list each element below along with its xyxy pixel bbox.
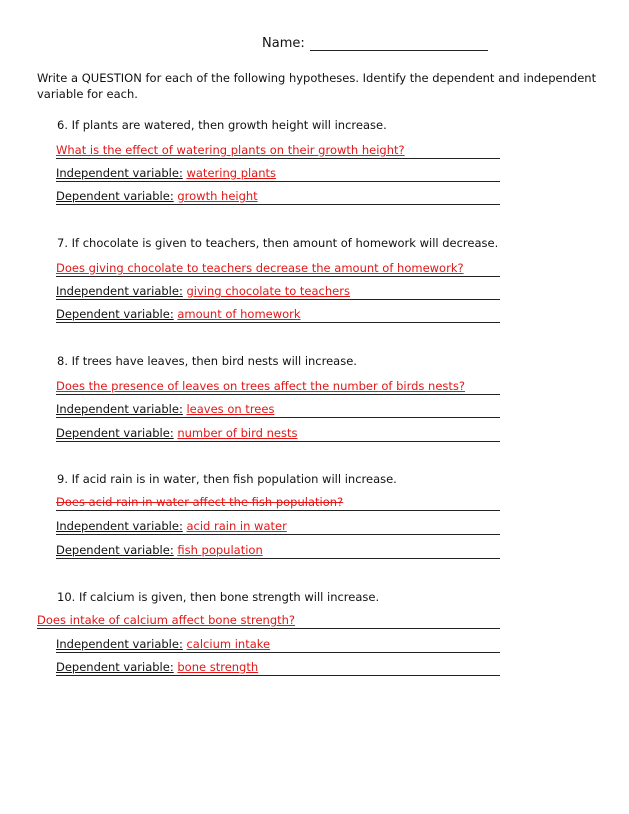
question-answer: Does the presence of leaves on trees affect the number of birds nests? — [56, 379, 466, 393]
independent-variable-label: Independent variable: — [56, 166, 183, 180]
question-answer: Does giving chocolate to teachers decrease the amount of homework? — [56, 261, 464, 275]
dependent-variable-answer: growth height — [177, 189, 258, 203]
instructions-text: Write a QUESTION for each of the following hypotheses. Identify the dependent and independent variable for each. — [37, 71, 597, 101]
dependent-variable-line[interactable] — [56, 306, 500, 323]
dependent-variable-line[interactable] — [56, 542, 500, 559]
dependent-variable-label: Dependent variable: — [56, 426, 174, 440]
independent-variable-label: Independent variable: — [56, 519, 183, 533]
independent-variable-line[interactable] — [56, 518, 500, 535]
question-answer-line[interactable] — [56, 142, 500, 159]
independent-variable-line[interactable] — [56, 165, 500, 182]
independent-variable-line[interactable] — [56, 401, 500, 418]
dependent-variable-label: Dependent variable: — [56, 543, 174, 557]
dependent-variable-label: Dependent variable: — [56, 189, 174, 203]
independent-variable-answer: leaves on trees — [186, 402, 275, 416]
question-answer-line[interactable] — [37, 612, 500, 629]
question-answer-line[interactable] — [56, 494, 500, 511]
question-answer: Does acid rain in water affect the fish population? — [56, 495, 344, 509]
dependent-variable-label: Dependent variable: — [56, 307, 174, 321]
name-blank-line[interactable] — [310, 36, 488, 51]
dependent-variable-answer: number of bird nests — [177, 426, 298, 440]
hypothesis-text: 10. If calcium is given, then bone strength will increase. — [57, 590, 380, 604]
independent-variable-label: Independent variable: — [56, 284, 183, 298]
question-answer-line[interactable] — [56, 378, 500, 395]
dependent-variable-label: Dependent variable: — [56, 660, 174, 674]
independent-variable-line[interactable] — [56, 283, 500, 300]
dependent-variable-line[interactable] — [56, 425, 500, 442]
dependent-variable-line[interactable] — [56, 188, 500, 205]
question-answer: What is the effect of watering plants on their growth height? — [56, 143, 405, 157]
hypothesis-text: 6. If plants are watered, then growth height will increase. — [57, 118, 387, 132]
independent-variable-label: Independent variable: — [56, 402, 183, 416]
question-answer: Does intake of calcium affect bone strength? — [37, 613, 296, 627]
dependent-variable-answer: bone strength — [177, 660, 259, 674]
independent-variable-answer: acid rain in water — [186, 519, 287, 533]
independent-variable-line[interactable] — [56, 636, 500, 653]
independent-variable-answer: calcium intake — [186, 637, 271, 651]
name-label: Name: — [262, 36, 305, 51]
hypothesis-text: 7. If chocolate is given to teachers, then amount of homework will decrease. — [57, 236, 499, 250]
dependent-variable-line[interactable] — [56, 659, 500, 676]
hypothesis-text: 8. If trees have leaves, then bird nests will increase. — [57, 354, 357, 368]
hypothesis-text: 9. If acid rain is in water, then fish population will increase. — [57, 472, 397, 486]
dependent-variable-answer: fish population — [177, 543, 263, 557]
independent-variable-label: Independent variable: — [56, 637, 183, 651]
independent-variable-answer: giving chocolate to teachers — [186, 284, 350, 298]
dependent-variable-answer: amount of homework — [177, 307, 301, 321]
question-answer-line[interactable] — [56, 260, 500, 277]
independent-variable-answer: watering plants — [186, 166, 277, 180]
name-field-row — [262, 36, 488, 51]
